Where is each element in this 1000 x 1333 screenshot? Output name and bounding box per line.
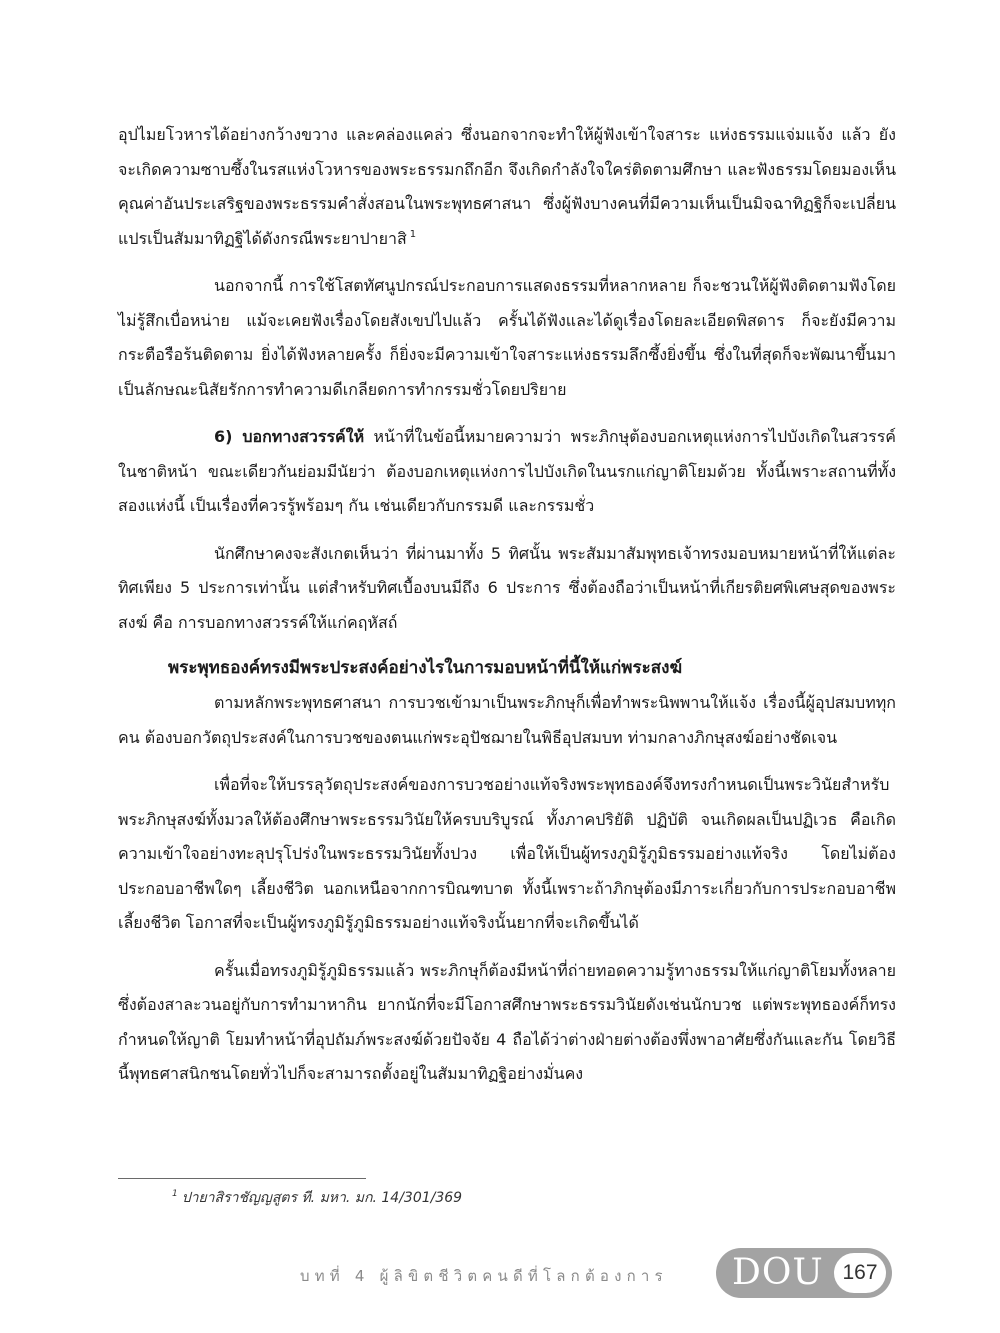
page-body xyxy=(118,118,896,1092)
paragraph-6: เพื่อที่จะให้บรรลุวัตถุประสงค์ของการบวชอย่างแท้จริงพระพุทธองค์จึงทรงกำหนดเป็นพระวินัยสำหรับพระภิกษุสงฆ์ทั้งมวลให้ต้องศึกษาพระธรรมวินัยให้ครบบริบูรณ์ ทั้งภาคปริยัติ ปฏิบัติ จนเกิดผลเป็นปฏิเวธ คือเกิดความเข้าใจอย่างทะลุปรุโปร่งในพระธรรมวินัยทั้งปวง เพื่อให้เป็นผู้ทรงภูมิรู้ภูมิธรรมอย่างแท้จริง โดยไม่ต้องประกอบอาชีพใดๆ เลี้ยงชีวิต นอกเหนือจากการบิณฑบาต ทั้งนี้เพราะถ้าภิกษุต้องมีภาระเกี่ยวกับการประกอบอาชีพเลี้ยงชีวิต โอกาสที่จะเป็นผู้ทรงภูมิรู้ภูมิธรรมอย่างแท้จริงนั้นยากที่จะเกิดขึ้นได้ xyxy=(118,775,896,932)
paragraph-5: ตามหลักพระพุทธศาสนา การบวชเข้ามาเป็นพระภิกษุก็เพื่อทำพระนิพพานให้แจ้ง เรื่องนี้ผู้อุปสมบททุกคน ต้องบอกวัตถุประสงค์ในการบวชของตนแก่พระอุปัชฌายในพิธีอุปสมบท ท่ามกลางภิกษุสงฆ์อย่างชัดเจน xyxy=(118,693,896,747)
page-badge xyxy=(716,1248,892,1298)
page-number: 167 xyxy=(834,1253,886,1293)
paragraph-3-text: หน้าที่ในข้อนี้หมายความว่า พระภิกษุต้องบอกเหตุแห่งการไปบังเกิดในสวรรค์ในชาติหน้า ขณะเดียวกันย่อมมีนัยว่า ต้องบอกเหตุแห่งการไปบังเกิดในนรกแก่ญาติโยมด้วย ทั้งนี้เพราะสถานที่ทั้งสองแห่งนี้ เป็นเรื่องที่ควรรู้พร้อมๆ กัน เช่นเดียวกับกรรมดี และกรรมชั่ว xyxy=(118,427,896,515)
section-6-title: 6) บอกทางสวรรค์ให้ xyxy=(214,427,365,446)
footnote-mark: 1 xyxy=(172,1189,178,1200)
paragraph-2: นอกจากนี้ การใช้โสตทัศนูปกรณ์ประกอบการแสดงธรรมที่หลากหลาย ก็จะชวนให้ผู้ฟังติดตามฟังโดยไม่รู้สึกเบื่อหน่าย แม้จะเคยฟังเรื่องโดยสังเขปไปแล้ว ครั้นได้ฟังและได้ดูเรื่องโดยละเอียดพิสดาร ก็จะยังมีความกระตือรือร้นติดตาม ยิ่งได้ฟังหลายครั้ง ก็ยิ่งจะมีความเข้าใจสาระแห่งธรรมลึกซึ้งยิ่งขึ้น ซึ่งในที่สุดก็จะพัฒนาขึ้นมาเป็นลักษณะนิสัยรักการทำความดีเกลียดการทำกรรมชั่วโดยปริยาย xyxy=(118,276,896,399)
paragraph-3 xyxy=(118,420,896,524)
paragraph-1 xyxy=(118,118,896,256)
footnote xyxy=(172,1187,462,1209)
footnote-divider xyxy=(118,1178,366,1179)
running-footer: บทที่ 4 ผู้ลิขิตชีวิตคนดีที่โลกต้องการ xyxy=(300,1267,668,1285)
dou-logo: DOU xyxy=(732,1252,824,1293)
paragraph-4: นักศึกษาคงจะสังเกตเห็นว่า ที่ผ่านมาทั้ง 5 ทิศนั้น พระสัมมาสัมพุทธเจ้าทรงมอบหมายหน้าที่ให้แต่ละทิศเพียง 5 ประการเท่านั้น แต่สำหรับทิศเบื้องบนมีถึง 6 ประการ ซึ่งต้องถือว่าเป็นหน้าที่เกียรติยศพิเศษสุดของพระสงฆ์ คือ การบอกทางสวรรค์ให้แก่คฤหัสถ์ xyxy=(118,543,896,632)
section-heading: พระพุทธองค์ทรงมีพระประสงค์อย่างไรในการมอบหน้าที่นี้ให้แก่พระสงฆ์ xyxy=(168,658,683,678)
footnote-reference[interactable]: 1 xyxy=(409,229,417,241)
paragraph-7: ครั้นเมื่อทรงภูมิรู้ภูมิธรรมแล้ว พระภิกษุก็ต้องมีหน้าที่ถ่ายทอดความรู้ทางธรรมให้แก่ญาติโยมทั้งหลาย ซึ่งต้องสาละวนอยู่กับการทำมาหากิน ยากนักที่จะมีโอกาสศึกษาพระธรรมวินัยดังเช่นนักบวช แต่พระพุทธองค์ก็ทรงกำหนดให้ญาติ โยมทำหน้าที่อุปถัมภ์พระสงฆ์ด้วยปัจจัย 4 ถือได้ว่าต่างฝ่ายต่างต้องพึ่งพาอาศัยซึ่งกันและกัน โดยวิธีนี้พุทธศาสนิกชนโดยทั่วไปก็จะสามารถตั้งอยู่ในสัมมาทิฏฐิอย่างมั่นคง xyxy=(118,960,896,1083)
footnote-text: ปายาสิราชัญญสูตร ที. มหา. มก. 14/301/369 xyxy=(181,1190,463,1206)
paragraph-1-text: อุปไมยโวหารได้อย่างกว้างขวาง และคล่องแคล่ว ซึ่งนอกจากจะทำให้ผู้ฟังเข้าใจสาระ แห่งธรรมแจ่มแจ้ง แล้ว ยังจะเกิดความซาบซึ้งในรสแห่งโวหารของพระธรรมกถึกอีก จึงเกิดกำลังใจใคร่ติดตามศึกษา และฟังธรรมโดยมองเห็นคุณค่าอันประเสริฐของพระธรรมคำสั่งสอนในพระพุทธศาสนา ซึ่งผู้ฟังบางคนที่มีความเห็นเป็นมิจฉาทิฏฐิก็จะเปลี่ยนแปรเป็นสัมมาทิฏฐิได้ดังกรณีพระยาปายาสิ xyxy=(118,125,896,248)
